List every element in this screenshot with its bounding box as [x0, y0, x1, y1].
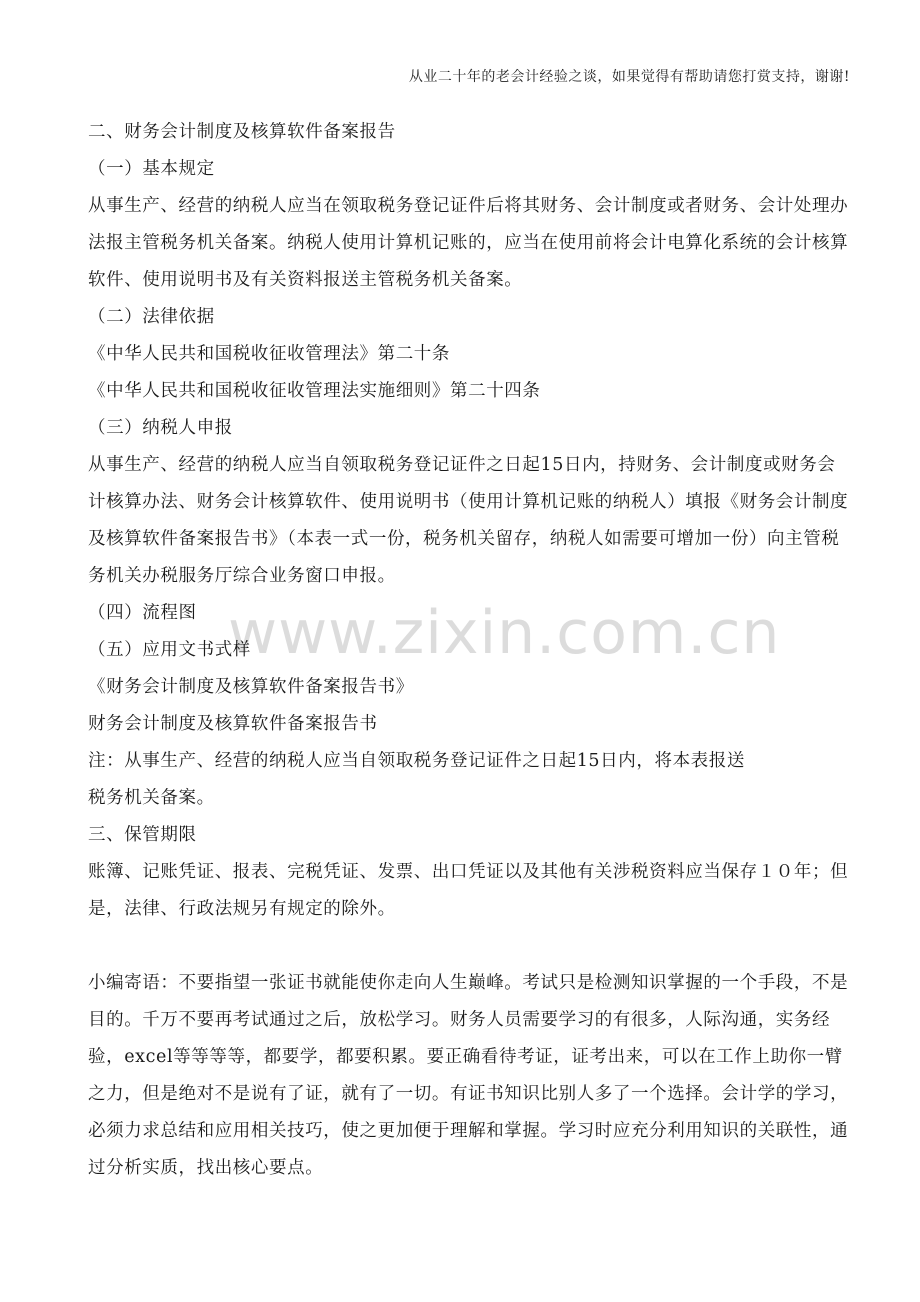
watermark: www.zixin.com.cn — [228, 598, 781, 668]
document-body — [88, 114, 853, 1187]
subsection-title: （五）应用文书式样 — [88, 640, 251, 660]
spacer — [88, 928, 853, 965]
law-reference: 《中华人民共和国税收征收管理法实施细则》第二十四条 — [88, 381, 541, 401]
section-title: 三、保管期限 — [88, 825, 197, 845]
subsection-title: （四）流程图 — [88, 603, 197, 623]
editor-note: 小编寄语：不要指望一张证书就能使你走向人生巅峰。考试只是检测知识掌握的一个手段，不是目的。千万不要再考试通过之后，放松学习。财务人员需要学习的有很多，人际沟通，实务经验，excel等等等等，都要学，都要积累。要正确看待考证，证考出来，可以在工作上助你一臂之力，但是绝对不是说有了证，就有了一切。有证书知识比别人多了一个选择。会计学的学习，必须力求总结和应用相关技巧，使之更加便于理解和掌握。学习时应充分利用知识的关联性，通过分析实质，找出核心要点。 — [88, 973, 849, 1178]
paragraph: 从事生产、经营的纳税人应当在领取税务登记证件后将其财务、会计制度或者财务、会计处理办法报主管税务机关备案。纳税人使用计算机记账的，应当在使用前将会计电算化系统的会计核算软件、使用说明书及有关资料报送主管税务机关备案。 — [88, 196, 849, 290]
paragraph: 从事生产、经营的纳税人应当自领取税务登记证件之日起15日内，持财务、会计制度或财务会计核算办法、财务会计核算软件、使用说明书（使用计算机记账的纳税人）填报《财务会计制度及核算软件备案报告书》（本表一式一份，税务机关留存，纳税人如需要可增加一份）向主管税务机关办税服务厅综合业务窗口申报。 — [88, 455, 849, 586]
header-note: 从业二十年的老会计经验之谈，如果觉得有帮助请您打赏支持，谢谢! — [408, 69, 850, 85]
subsection-title: （二）法律依据 — [88, 307, 215, 327]
note-line: 注：从事生产、经营的纳税人应当自领取税务登记证件之日起15日内，将本表报送 — [88, 751, 745, 771]
subsection-title: （一）基本规定 — [88, 159, 215, 179]
note-line: 税务机关备案。 — [88, 788, 215, 808]
section-title: 二、财务会计制度及核算软件备案报告 — [88, 122, 396, 142]
law-reference: 《中华人民共和国税收征收管理法》第二十条 — [88, 344, 450, 364]
subsection-title: （三）纳税人申报 — [88, 418, 233, 438]
form-title: 《财务会计制度及核算软件备案报告书》 — [88, 677, 414, 697]
form-name: 财务会计制度及核算软件备案报告书 — [88, 714, 378, 734]
paragraph: 账簿、记账凭证、报表、完税凭证、发票、出口凭证以及其他有关涉税资料应当保存１０年；但是，法律、行政法规另有规定的除外。 — [88, 862, 849, 919]
